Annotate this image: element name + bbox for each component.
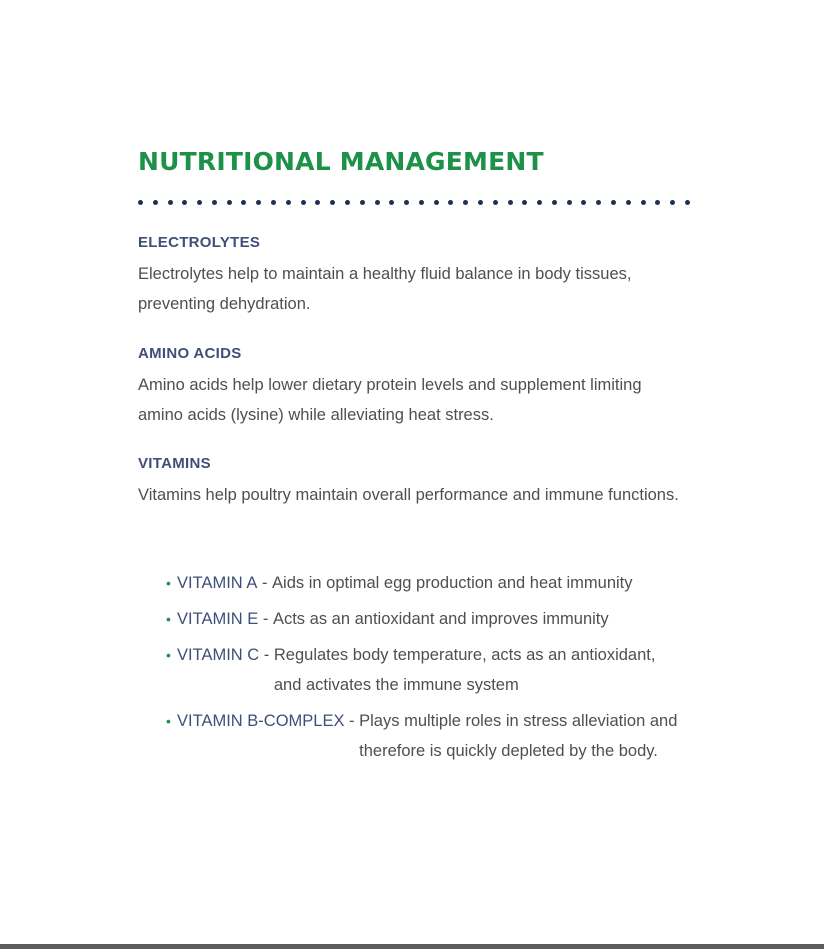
divider-dot [493, 200, 498, 205]
divider-dot [168, 200, 173, 205]
divider-dot [419, 200, 424, 205]
page-title: NUTRITIONAL MANAGEMENT [138, 147, 544, 176]
divider-dot [138, 200, 143, 205]
divider-dot [241, 200, 246, 205]
divider-dot [227, 200, 232, 205]
vitamin-description: Regulates body temperature, acts as an antioxidant, and activates the immune system [273, 646, 656, 694]
divider-dot [389, 200, 394, 205]
section-body: Vitamins help poultry maintain overall performance and immune functions. [138, 486, 679, 504]
vitamin-separator: - [258, 610, 273, 628]
divider-dot [611, 200, 616, 205]
section-heading: ELECTROLYTES [138, 234, 261, 251]
vitamin-item-a [166, 568, 726, 598]
divider-dot [404, 200, 409, 205]
divider-dot [626, 200, 631, 205]
bottom-border [0, 944, 824, 949]
vitamin-description: Plays multiple roles in stress alleviation and therefore is quickly depleted by the body. [359, 712, 678, 760]
divider-dot [581, 200, 586, 205]
vitamin-item-c [166, 640, 726, 700]
divider-dot [434, 200, 439, 205]
divider-dot [182, 200, 187, 205]
section-electrolytes [138, 233, 718, 319]
vitamin-item-b-complex [166, 706, 726, 766]
section-amino-acids [138, 344, 718, 430]
divider-dot [463, 200, 468, 205]
divider-dot [567, 200, 572, 205]
bullet-icon: • [166, 611, 171, 627]
bullet-icon: • [166, 575, 171, 591]
divider-dot [596, 200, 601, 205]
dotted-divider [138, 200, 690, 205]
divider-dot [256, 200, 261, 205]
divider-dot [360, 200, 365, 205]
vitamin-name: VITAMIN C [177, 646, 260, 664]
vitamin-separator: - [259, 646, 274, 664]
divider-dot [670, 200, 675, 205]
divider-dot [522, 200, 527, 205]
divider-dot [641, 200, 646, 205]
section-heading: AMINO ACIDS [138, 345, 242, 362]
divider-dot [508, 200, 513, 205]
divider-dot [212, 200, 217, 205]
divider-dot [330, 200, 335, 205]
vitamin-name: VITAMIN A [177, 574, 258, 592]
vitamin-description: Acts as an antioxidant and improves immunity [272, 610, 609, 628]
divider-dot [197, 200, 202, 205]
divider-dot [345, 200, 350, 205]
divider-dot [685, 200, 690, 205]
divider-dot [301, 200, 306, 205]
vitamin-separator: - [344, 712, 360, 730]
divider-dot [153, 200, 158, 205]
vitamin-name: VITAMIN B-COMPLEX [177, 712, 345, 730]
bullet-icon: • [166, 647, 171, 663]
vitamin-list [166, 568, 726, 772]
divider-dot [271, 200, 276, 205]
section-body: Amino acids help lower dietary protein levels and supplement limiting amino acids (lysine) while alleviating heat stress. [138, 376, 642, 424]
divider-dot [448, 200, 453, 205]
divider-dot [655, 200, 660, 205]
divider-dot [478, 200, 483, 205]
divider-dot [552, 200, 557, 205]
divider-dot [315, 200, 320, 205]
vitamin-item-e [166, 604, 726, 634]
section-vitamins [138, 454, 718, 510]
section-heading: VITAMINS [138, 455, 211, 472]
vitamin-description: Aids in optimal egg production and heat immunity [272, 574, 633, 592]
vitamin-separator: - [257, 574, 273, 592]
divider-dot [286, 200, 291, 205]
divider-dot [375, 200, 380, 205]
section-body: Electrolytes help to maintain a healthy fluid balance in body tissues, preventing dehydration. [138, 265, 632, 313]
bullet-icon: • [166, 713, 171, 729]
vitamin-name: VITAMIN E [177, 610, 259, 628]
divider-dot [537, 200, 542, 205]
